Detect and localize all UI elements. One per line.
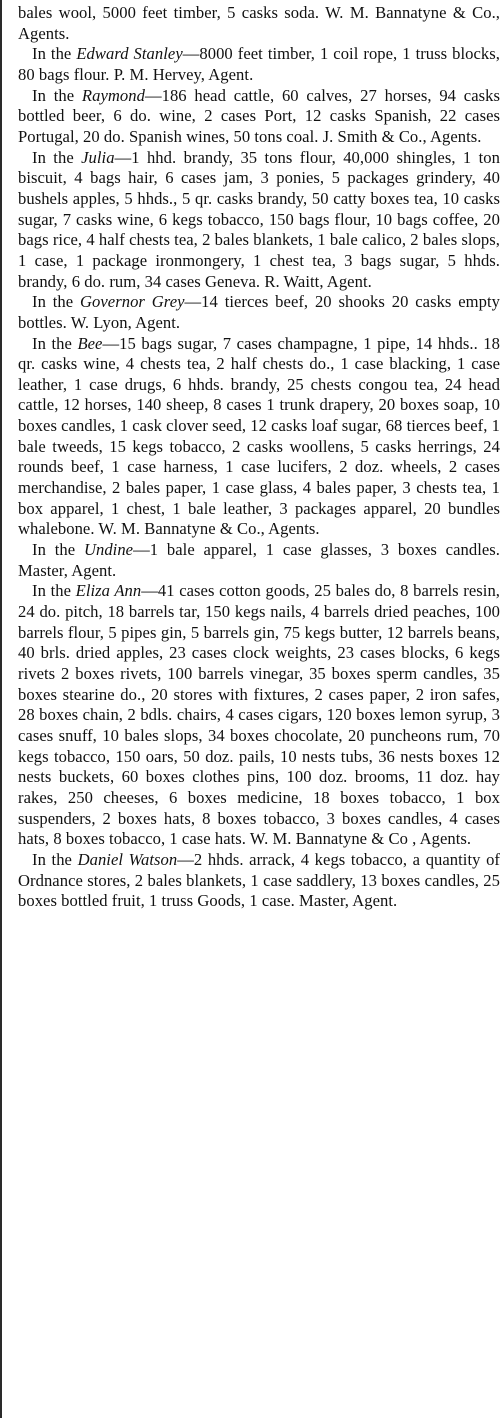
cargo-paragraph-daniel-watson — [18, 850, 500, 912]
vessel-name: Raymond — [81, 85, 145, 105]
paragraph-intro: In the — [32, 540, 84, 560]
vessel-name: Julia — [81, 147, 115, 167]
cargo-paragraph-edward-stanley — [18, 44, 500, 85]
cargo-list: —14 tierces beef, 20 shooks 20 casks empty bottles. W. Lyon, Agent. — [18, 292, 500, 332]
cargo-list: —15 bags sugar, 7 cases champagne, 1 pipe, 14 hhds.. 18 qr. casks wine, 4 chests tea, 2 half chests do., 1 case blacking, 1 case leather, 1 case drugs, 6 hhds. brandy, 25 chests congou tea, 24 head cattle, 12 horses, 140 sheep, 8 cases 1 trunk drapery, 20 boxes soap, 10 boxes candles, 1 cask clover seed, 12 casks loaf sugar, 68 tierces beef, 1 bale tweeds, 15 kegs tobacco, 2 casks woollens, 5 casks herrings, 24 rounds beef, 1 case harness, 1 case lucifers, 2 doz. wheels, 2 cases merchandise, 2 bales paper, 1 case glass, 4 bales paper, 3 chests tea, 1 box apparel, 1 chest, 1 bale leather, 3 packages apparel, 20 bundles whalebone. W. M. Bannatyne & Co., Agents. — [18, 333, 501, 539]
cargo-paragraph-bee — [18, 334, 500, 541]
paragraph-intro: In the — [32, 44, 77, 64]
cargo-list: —8000 feet timber, 1 coil rope, 1 truss blocks, 80 bags flour. P. M. Hervey, Agent. — [18, 44, 500, 84]
cargo-list: —41 cases cotton goods, 25 bales do, 8 barrels resin, 24 do. pitch, 18 barrels tar, 150 kegs nails, 4 barrels dried peaches, 100 barrels flour, 5 pipes gin, 5 barrels gin, 75 kegs butter, 12 barrels beans, 40 brls. dried apples, 23 cases clock weights, 23 cases blocks, 6 kegs rivets 2 boxes rivets, 100 barrels vinegar, 35 boxes sperm candles, 35 boxes stearine do., 20 stores with fixtures, 2 cases paper, 2 iron safes, 28 boxes chain, 2 bdls. chairs, 4 cases cigars, 120 boxes lemon syrup, 3 cases snuff, 10 bales slops, 34 boxes chocolate, 20 puncheons rum, 70 kegs tobacco, 150 oars, 50 doz. pails, 10 nests tubs, 36 nests boxes 12 nests buckets, 60 boxes clothes pins, 100 doz. brooms, 11 doz. hay rakes, 250 cheeses, 6 boxes medicine, 18 boxes tobacco, 1 box suspenders, 2 boxes hats, 8 boxes tobacco, 3 boxes candles, 4 cases hats, 8 boxes tobacco, 1 case hats. W. M. Bannatyne & Co , Agents. — [18, 581, 500, 849]
cargo-list: —1 bale apparel, 1 case glasses, 3 boxes candles. Master, Agent. — [18, 540, 500, 580]
cargo-paragraph-governor-grey — [18, 292, 500, 333]
cargo-list: —186 head cattle, 60 calves, 27 horses, 94 casks bottled beer, 6 do. wine, 2 cases Port, 12 casks Spanish, 22 cases Portugal, 20 do. Spanish wines, 50 tons coal. J. Smith & Co., Agents. — [18, 85, 500, 146]
cargo-paragraph-eliza-ann — [18, 581, 500, 850]
cargo-paragraph-julia — [18, 148, 500, 293]
cargo-list: —1 hhd. brandy, 35 tons flour, 40,000 shingles, 1 ton biscuit, 4 bags hair, 6 cases jam, 3 ponies, 5 packages grindery, 40 bushels apples, 5 hhds., 5 qr. casks brandy, 50 catty boxes tea, 10 casks sugar, 7 casks wine, 6 kegs tobacco, 150 bags flour, 10 bags coffee, 20 bags rice, 4 half chests tea, 2 bales blankets, 1 bale calico, 2 bales slops, 1 case, 1 package ironmongery, 1 chest tea, 3 bags sugar, 5 hhds. brandy, 6 do. rum, 34 cases Geneva. R. Waitt, Agent. — [18, 147, 500, 291]
vessel-name: Undine — [83, 540, 134, 560]
cargo-paragraph-raymond — [18, 86, 500, 148]
vessel-name: Eliza Ann — [75, 581, 142, 601]
cargo-list: bales wool, 5000 feet timber, 5 casks soda. W. M. Bannatyne & Co., Agents. — [18, 3, 500, 43]
paragraph-intro: In the — [32, 849, 78, 869]
paragraph-intro: In the — [32, 292, 81, 312]
vessel-name: Governor Grey — [80, 292, 185, 312]
paragraph-intro: In the — [32, 581, 76, 601]
cargo-list: —2 hhds. arrack, 4 kegs tobacco, a quantity of Ordnance stores, 2 bales blankets, 1 case saddlery, 13 boxes candles, 25 boxes bottled fruit, 1 truss Goods, 1 case. Master, Agent. — [18, 849, 501, 911]
paragraph-intro: In the — [32, 333, 78, 353]
vessel-name: Bee — [77, 333, 103, 353]
vessel-name: Edward Stanley — [76, 44, 183, 64]
vessel-name: Daniel Watson — [77, 849, 178, 869]
cargo-paragraph-continuation — [18, 3, 500, 44]
paragraph-intro: In the — [32, 85, 82, 105]
paragraph-intro: In the — [32, 147, 82, 167]
cargo-paragraph-undine — [18, 540, 500, 581]
